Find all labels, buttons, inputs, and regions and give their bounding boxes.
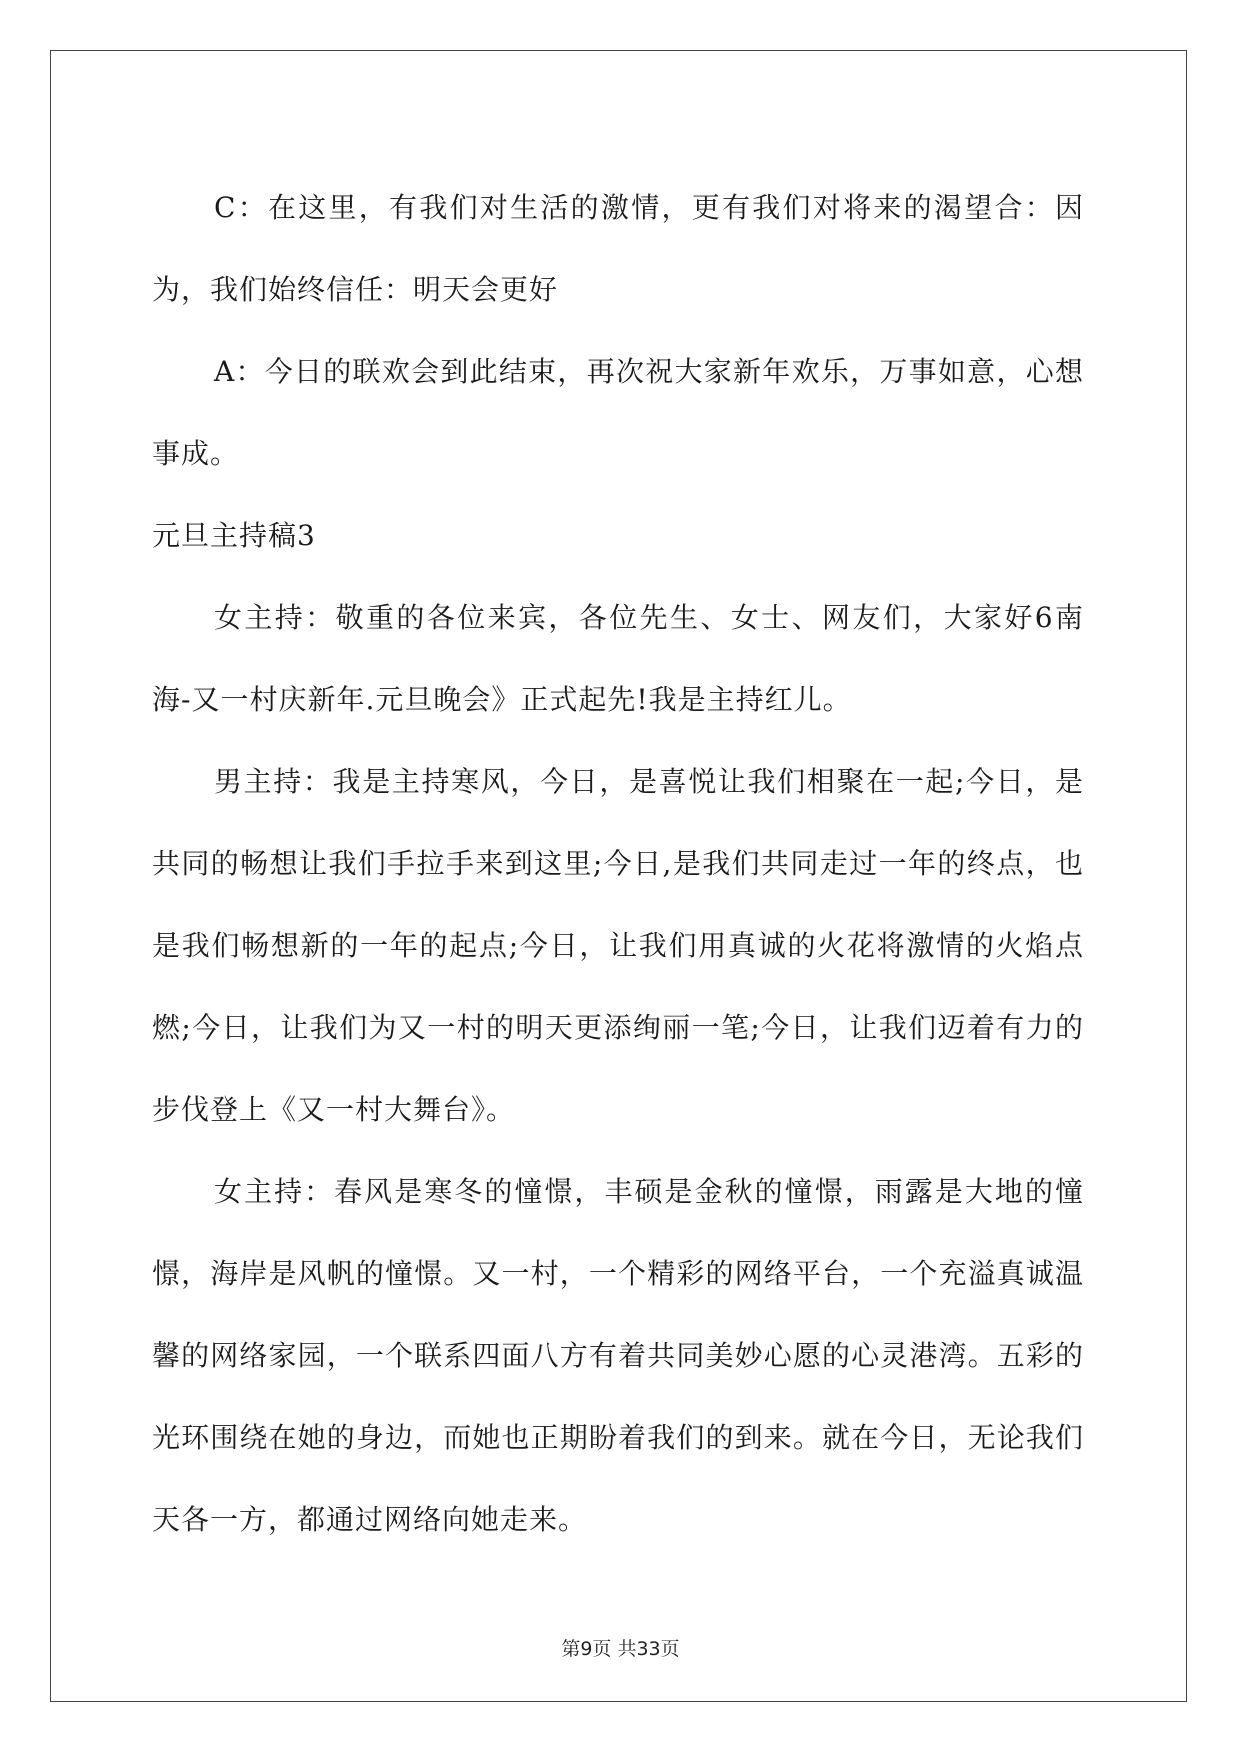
document-body bbox=[152, 167, 1084, 1561]
paragraph-c-host: C：在这里，有我们对生活的激情，更有我们对将来的渴望合：因为，我们始终信任：明天会更好 bbox=[152, 191, 1084, 306]
paragraph-a-host: A：今日的联欢会到此结束，再次祝大家新年欢乐，万事如意，心想事成。 bbox=[152, 355, 1084, 470]
paragraph-female-host-1: 女主持：敬重的各位来宾，各位先生、女士、网友们，大家好6南海-又一村庆新年.元旦晚会》正式起先!我是主持红儿。 bbox=[152, 601, 1084, 716]
paragraph-female-host-2: 女主持：春风是寒冬的憧憬，丰硕是金秋的憧憬，雨露是大地的憧憬，海岸是风帆的憧憬。又一村，一个精彩的网络平台，一个充溢真诚温馨的网络家园，一个联系四面八方有着共同美妙心愿的心灵港湾。五彩的光环围绕在她的身边，而她也正期盼着我们的到来。就在今日，无论我们天各一方，都通过网络向她走来。 bbox=[152, 1175, 1084, 1536]
section-heading: 元旦主持稿3 bbox=[152, 519, 316, 552]
paragraph-male-host: 男主持：我是主持寒风，今日，是喜悦让我们相聚在一起;今日，是共同的畅想让我们手拉手来到这里;今日,是我们共同走过一年的终点，也是我们畅想新的一年的起点;今日，让我们用真诚的火花将激情的火焰点燃;今日，让我们为又一村的明天更添绚丽一笔;今日，让我们迈着有力的步伐登上《又一村大舞台》。 bbox=[152, 765, 1084, 1126]
page-number-footer: 第9页 共33页 bbox=[561, 1638, 680, 1660]
